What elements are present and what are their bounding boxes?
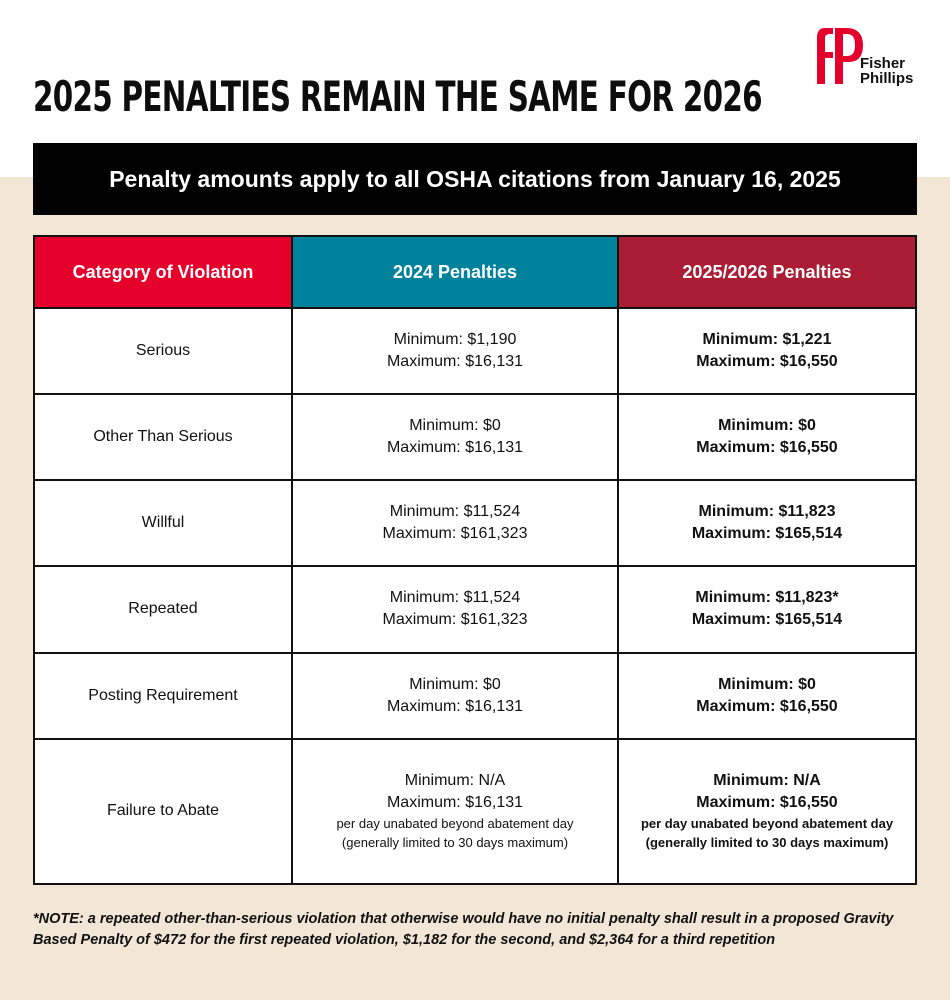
min-value: Minimum: $0 xyxy=(409,417,501,435)
abatement-limit-note: (generally limited to 30 days maximum) xyxy=(341,835,569,851)
max-value: Maximum: $165,514 xyxy=(691,611,843,629)
max-value: Maximum: $16,550 xyxy=(696,439,838,457)
penalty-2025-cell xyxy=(618,739,916,884)
logo-line-phillips: Phillips xyxy=(860,70,914,87)
fp-monogram-icon xyxy=(805,22,865,92)
header-2024: 2024 Penalties xyxy=(292,236,618,308)
header-category: Category of Violation xyxy=(34,236,292,308)
min-value: Minimum: $0 xyxy=(718,675,816,693)
min-value: Minimum: $11,524 xyxy=(389,589,521,607)
penalty-2024-cell xyxy=(292,566,618,652)
penalty-2024-cell xyxy=(292,480,618,566)
max-value: Maximum: $16,550 xyxy=(696,794,838,812)
min-value: Minimum: N/A xyxy=(713,772,821,790)
max-value: Maximum: $16,550 xyxy=(696,353,838,371)
min-value: Minimum: $0 xyxy=(718,417,816,435)
max-value: Maximum: $16,131 xyxy=(386,794,524,812)
category-cell: Posting Requirement xyxy=(34,653,292,739)
table-row xyxy=(34,566,916,652)
category-cell: Repeated xyxy=(34,566,292,652)
penalty-2025-cell xyxy=(618,653,916,739)
table-row xyxy=(34,308,916,394)
min-value: Minimum: $11,524 xyxy=(389,503,521,521)
abatement-limit-note: (generally limited to 30 days maximum) xyxy=(645,835,889,851)
category-cell: Willful xyxy=(34,480,292,566)
max-value: Maximum: $16,131 xyxy=(386,439,524,457)
min-value: Minimum: $0 xyxy=(409,675,501,693)
table-header-row xyxy=(34,236,916,308)
min-value: Minimum: N/A xyxy=(404,772,506,790)
max-value: Maximum: $16,550 xyxy=(696,697,838,715)
min-value: Minimum: $1,221 xyxy=(702,331,832,349)
header-2025-2026: 2025/2026 Penalties xyxy=(618,236,916,308)
fisher-phillips-logo xyxy=(805,22,930,92)
min-value: Minimum: $11,823* xyxy=(695,589,839,607)
penalty-2024-cell xyxy=(292,308,618,394)
max-value: Maximum: $165,514 xyxy=(691,525,843,543)
min-value: Minimum: $11,823 xyxy=(698,503,836,521)
table-row xyxy=(34,394,916,480)
max-value: Maximum: $16,131 xyxy=(386,697,524,715)
logo-wordmark xyxy=(860,56,913,86)
penalty-2025-cell xyxy=(618,308,916,394)
table-row xyxy=(34,480,916,566)
penalty-2025-cell xyxy=(618,480,916,566)
logo-line-fisher: Fisher xyxy=(860,55,906,72)
max-value: Maximum: $161,323 xyxy=(382,525,528,543)
abatement-note: per day unabated beyond abatement day xyxy=(336,816,574,832)
footnote: *NOTE: a repeated other-than-serious violation that otherwise would have no initial penalty shall result in a proposed Gravity Based Penalty of $472 for the first repeated violation, $1,182 for the second, and $2,364 for a third repetition xyxy=(33,911,894,948)
abatement-note: per day unabated beyond abatement day xyxy=(640,816,894,832)
penalty-2025-cell xyxy=(618,394,916,480)
category-cell: Serious xyxy=(34,308,292,394)
table-row xyxy=(34,653,916,739)
penalty-2024-cell xyxy=(292,739,618,884)
max-value: Maximum: $16,131 xyxy=(386,353,524,371)
penalty-2025-cell xyxy=(618,566,916,652)
max-value: Maximum: $161,323 xyxy=(382,611,528,629)
penalties-table xyxy=(33,235,917,885)
min-value: Minimum: $1,190 xyxy=(393,331,517,349)
category-cell: Other Than Serious xyxy=(34,394,292,480)
penalty-2024-cell xyxy=(292,653,618,739)
penalty-2024-cell xyxy=(292,394,618,480)
page-title: 2025 PENALTIES REMAIN THE SAME FOR 2026 xyxy=(33,72,762,121)
category-cell: Failure to Abate xyxy=(34,739,292,884)
table-row xyxy=(34,739,916,884)
subtitle-banner: Penalty amounts apply to all OSHA citations from January 16, 2025 xyxy=(33,143,917,215)
